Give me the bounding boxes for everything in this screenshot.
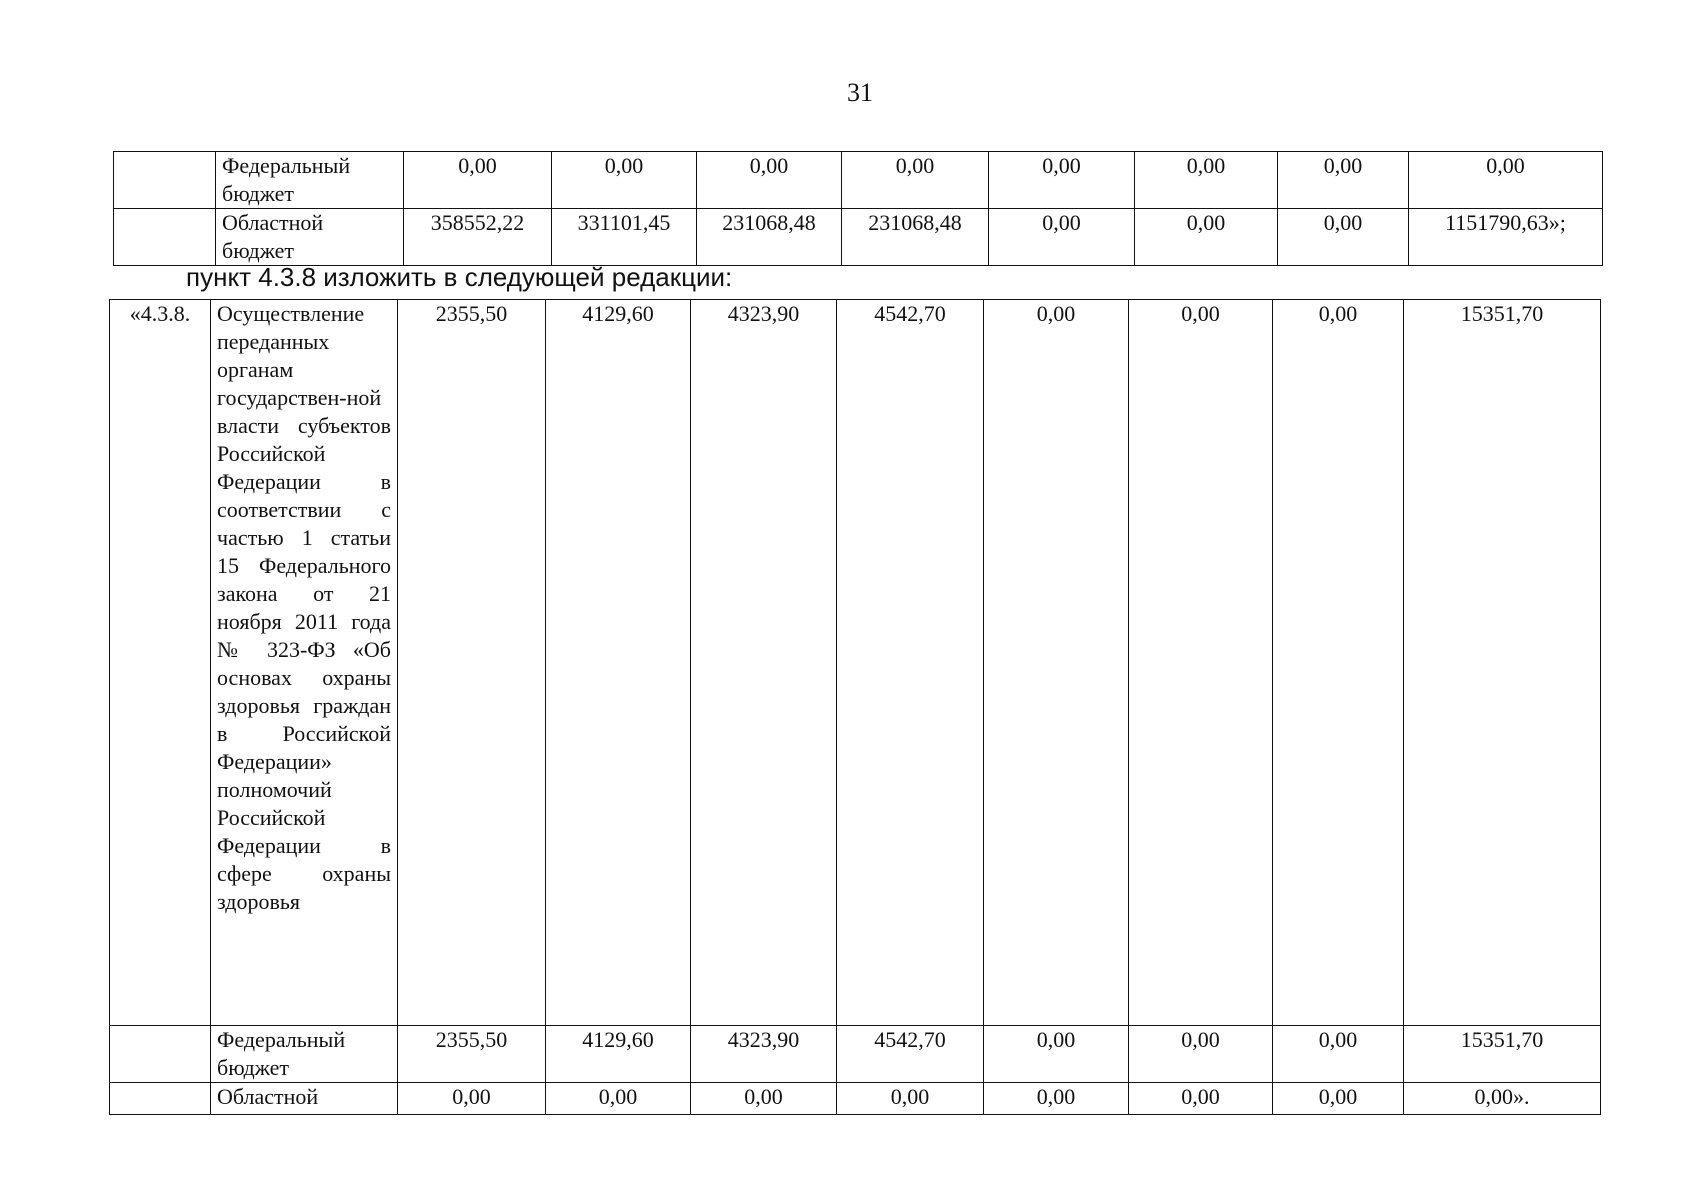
value-cell: 2355,50 bbox=[398, 1026, 546, 1083]
total-cell: 0,00 bbox=[1409, 152, 1603, 209]
value-cell: 0,00 bbox=[546, 1083, 691, 1115]
table-row bbox=[110, 1026, 1601, 1083]
budget-table-top bbox=[113, 151, 1603, 266]
value-cell: 4323,90 bbox=[691, 1026, 837, 1083]
value-cell: 0,00 bbox=[552, 152, 697, 209]
value-cell: 231068,48 bbox=[697, 209, 842, 266]
value-cell: 0,00 bbox=[697, 152, 842, 209]
value-cell: 0,00 bbox=[989, 152, 1135, 209]
table-row bbox=[114, 209, 1603, 266]
page-number: 31 bbox=[847, 78, 873, 107]
row-label: Федеральный бюджет bbox=[216, 152, 404, 209]
row-code bbox=[114, 209, 216, 266]
amendment-instruction: пункт 4.3.8 изложить в следующей редакции: bbox=[186, 262, 733, 292]
row-label: Областной bbox=[211, 1083, 398, 1115]
row-code bbox=[114, 152, 216, 209]
value-cell: 0,00 bbox=[837, 1083, 984, 1115]
total-cell: 15351,70 bbox=[1404, 300, 1601, 1026]
value-cell: 0,00 bbox=[984, 1026, 1129, 1083]
row-label: Областной бюджет bbox=[216, 209, 404, 266]
total-cell: 15351,70 bbox=[1404, 1026, 1601, 1083]
value-cell: 2355,50 bbox=[398, 300, 546, 1026]
value-cell: 0,00 bbox=[1135, 152, 1278, 209]
value-cell: 4323,90 bbox=[691, 300, 837, 1026]
value-cell: 0,00 bbox=[1273, 1026, 1404, 1083]
value-cell: 0,00 bbox=[404, 152, 552, 209]
table-row bbox=[110, 300, 1601, 1026]
value-cell: 0,00 bbox=[1129, 300, 1273, 1026]
value-cell: 4129,60 bbox=[546, 300, 691, 1026]
item-code: «4.3.8. bbox=[110, 300, 211, 1026]
value-cell: 0,00 bbox=[1273, 300, 1404, 1026]
value-cell: 331101,45 bbox=[552, 209, 697, 266]
value-cell: 4129,60 bbox=[546, 1026, 691, 1083]
value-cell: 0,00 bbox=[1129, 1083, 1273, 1115]
row-label: Федеральный бюджет bbox=[211, 1026, 398, 1083]
row-code bbox=[110, 1083, 211, 1115]
total-cell: 1151790,63»; bbox=[1409, 209, 1603, 266]
value-cell: 0,00 bbox=[1278, 152, 1409, 209]
value-cell: 4542,70 bbox=[837, 1026, 984, 1083]
value-cell: 0,00 bbox=[1278, 209, 1409, 266]
value-cell: 0,00 bbox=[398, 1083, 546, 1115]
value-cell: 0,00 bbox=[984, 300, 1129, 1026]
value-cell: 0,00 bbox=[1273, 1083, 1404, 1115]
value-cell: 0,00 bbox=[984, 1083, 1129, 1115]
value-cell: 0,00 bbox=[1129, 1026, 1273, 1083]
value-cell: 231068,48 bbox=[842, 209, 989, 266]
item-description: Осуществление переданных органам государствен-ной власти субъектов Российской Федерации в соответствии с частью 1 статьи 15 Федерального закона от 21 ноября 2011 года № 323-ФЗ «Об основах охраны здоровья граждан в Российской Федерации» полномочий Российской Федерации в сфере охраны здоровья bbox=[211, 300, 398, 1026]
value-cell: 0,00 bbox=[691, 1083, 837, 1115]
value-cell: 0,00 bbox=[989, 209, 1135, 266]
budget-table-main bbox=[109, 299, 1601, 1115]
value-cell: 0,00 bbox=[1135, 209, 1278, 266]
value-cell: 358552,22 bbox=[404, 209, 552, 266]
value-cell: 0,00 bbox=[842, 152, 989, 209]
table-row bbox=[110, 1083, 1601, 1115]
total-cell: 0,00». bbox=[1404, 1083, 1601, 1115]
row-code bbox=[110, 1026, 211, 1083]
table-row bbox=[114, 152, 1603, 209]
value-cell: 4542,70 bbox=[837, 300, 984, 1026]
